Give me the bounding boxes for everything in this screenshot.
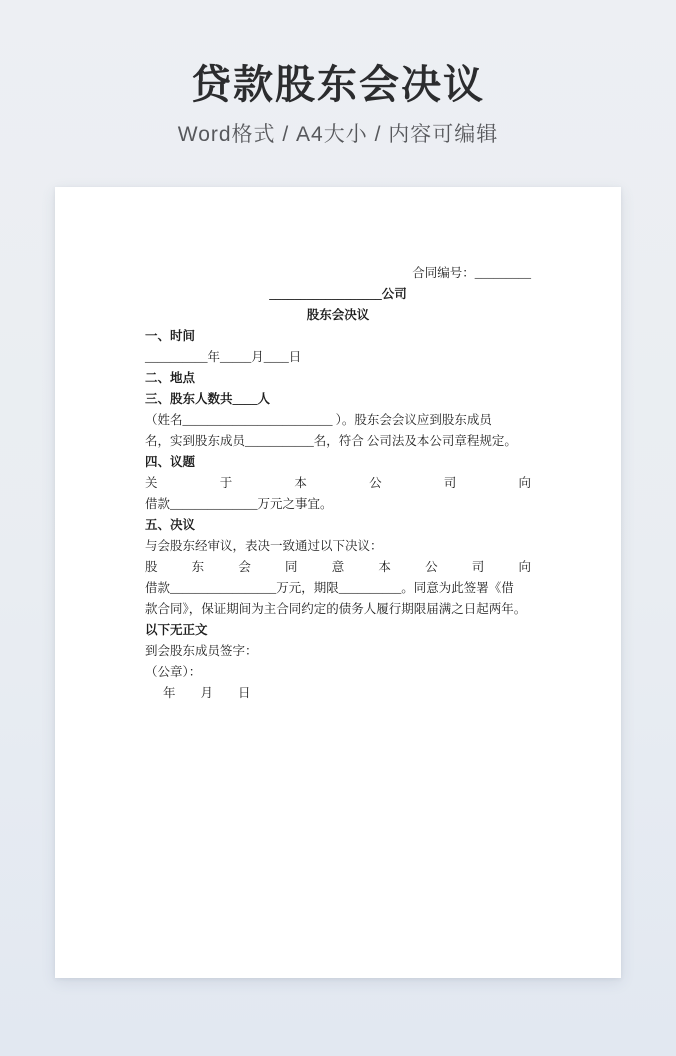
page-title: 贷款股东会决议	[191, 63, 485, 107]
page-subtitle: Word格式 / A4大小 / 内容可编辑	[177, 123, 499, 146]
closing-date-line: 年 月 日	[163, 686, 251, 700]
contract-number-line: 合同编号：_________	[412, 266, 531, 280]
section-2-heading: 二、地点	[145, 371, 196, 385]
section-4-line-2: 借款______________万元之事宜。	[145, 497, 333, 511]
section-5-line-2: 股 东 会 同 意 本 公 司 向	[145, 560, 531, 574]
section-4-heading: 四、议题	[145, 455, 196, 469]
section-3-line-2: 名，实到股东成员___________名，符合 公司法及本公司章程规定。	[145, 434, 517, 448]
section-5-heading: 五、决议	[145, 518, 196, 532]
seal-line: （公章）：	[145, 665, 202, 679]
section-5-line-3: 借款_________________万元，期限__________。同意为此签署《借	[145, 581, 514, 595]
section-3-line-1: （姓名________________________ ）。股东会会议应到股东成员	[145, 413, 492, 427]
section-5-line-1: 与会股东经审议，表决一致通过以下决议：	[145, 539, 383, 553]
section-5-line-4: 款合同》，保证期间为主合同约定的债务人履行期限届满之日起两年。	[145, 602, 527, 616]
document-title: 股东会决议	[306, 308, 370, 322]
section-1-heading: 一、时间	[145, 329, 196, 343]
signature-line: 到会股东成员签字：	[145, 644, 258, 658]
section-4-line-1: 关 于 本 公 司 向	[145, 476, 531, 490]
section-1-date-blank: __________年_____月____日	[145, 350, 302, 364]
no-more-text-line: 以下无正文	[145, 623, 208, 637]
template-header	[0, 0, 676, 148]
company-name-line: __________________公司	[269, 287, 407, 301]
a4-document-preview	[55, 187, 621, 978]
section-3-heading: 三、股东人数共____人	[145, 392, 271, 406]
document-body	[145, 263, 531, 704]
